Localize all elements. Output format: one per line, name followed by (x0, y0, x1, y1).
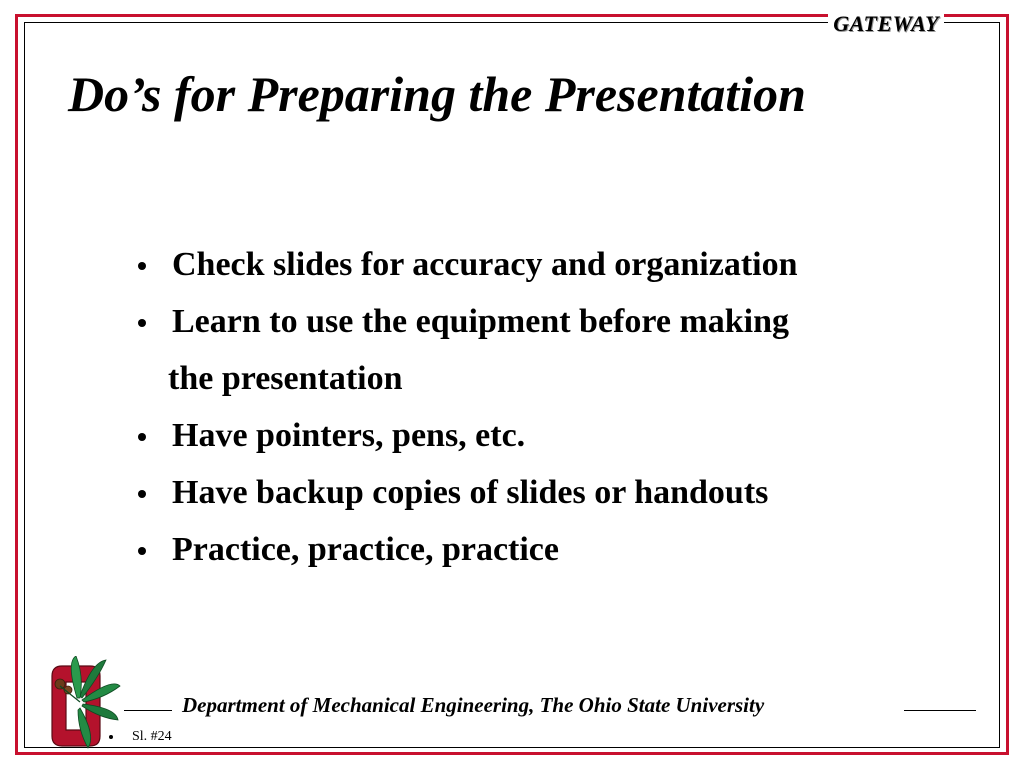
logo-leaf (71, 656, 81, 698)
bullet-dot-icon (138, 490, 146, 498)
list-item (136, 407, 956, 464)
bullet-dot-icon (138, 433, 146, 441)
page-title: Do’s for Preparing the Presentation (68, 66, 806, 122)
bullet-text: Have pointers, pens, etc. (172, 417, 526, 454)
slide-number: Sl. #24 (132, 729, 172, 744)
list-item (136, 293, 956, 407)
list-item (136, 464, 956, 521)
bullet-dot-icon (138, 262, 146, 270)
logo-buckeye-nut (55, 679, 65, 689)
bullet-dot-icon (138, 319, 146, 327)
footer-rule-left (124, 710, 172, 711)
bullet-text: Have backup copies of slides or handouts (172, 474, 769, 511)
bullet-continuation-text: the presentation (168, 360, 403, 397)
list-item (136, 521, 956, 578)
footer-department: Department of Mechanical Engineering, The Ohio State University (182, 693, 765, 717)
footer-rule-right (904, 710, 976, 711)
bullet-text: Practice, practice, practice (172, 531, 559, 568)
bullet-list (136, 236, 956, 578)
gateway-badge: GATEWAY (828, 12, 944, 36)
bullet-dot-icon (138, 547, 146, 555)
bullet-text: Check slides for accuracy and organization (172, 246, 798, 283)
bullet-text: Learn to use the equipment before making (172, 303, 790, 340)
list-item (136, 236, 956, 293)
footer-dot-icon (109, 735, 113, 739)
